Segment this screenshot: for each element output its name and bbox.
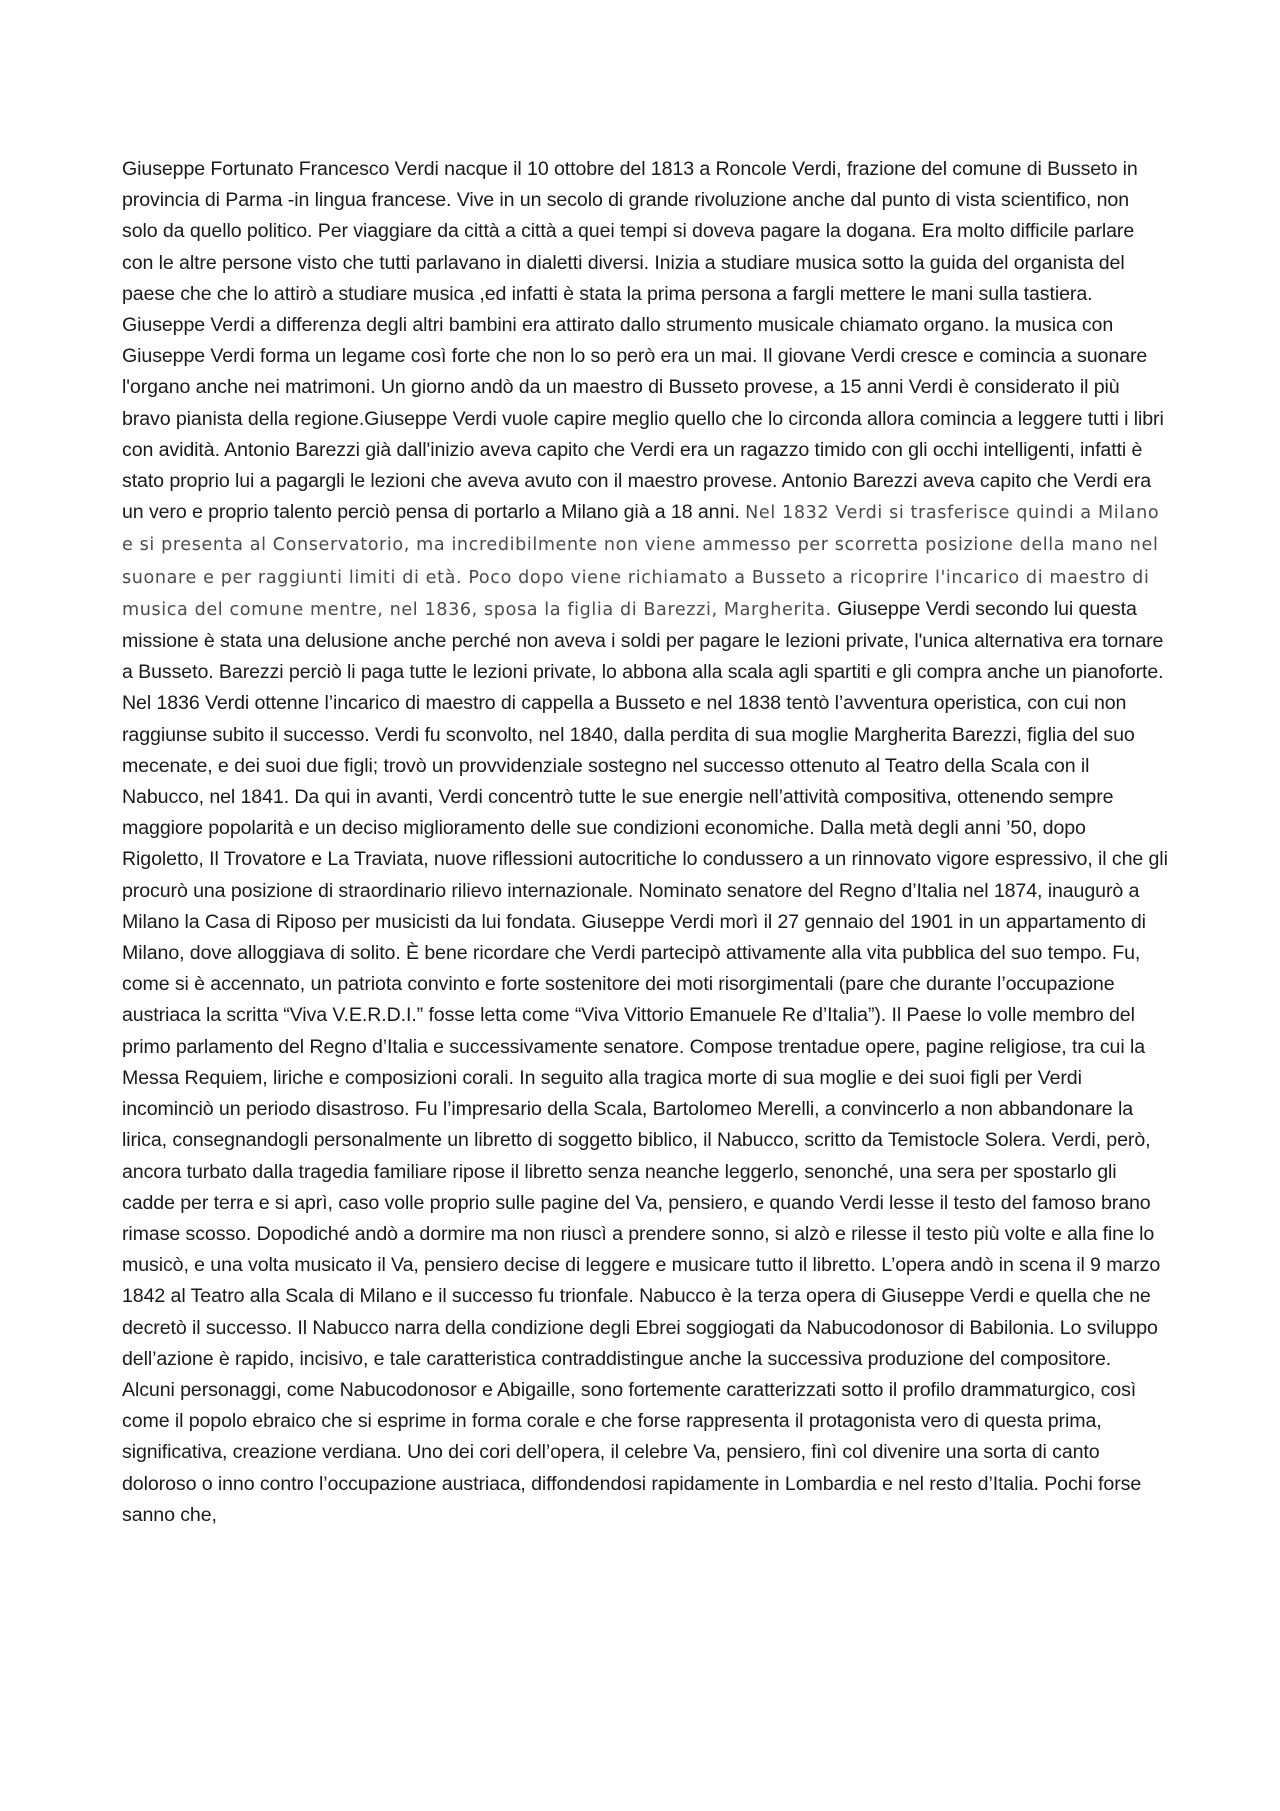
paragraph-text-inserted: Nel 1832 Verdi si trasferisce quindi a Milano e si presenta al Conservatorio, ma incredibilmente non viene ammesso per scorretta posizione della mano nel suonare e per raggiunti limiti di età. Poco dopo viene richiamato a Busseto a ricoprire l'incarico di maestro di musica del comune mentre, nel 1836, sposa la figlia di Barezzi, Margherita. <box>122 503 1160 620</box>
body-paragraph <box>122 154 1168 1531</box>
paragraph-text-end: Giuseppe Verdi secondo lui questa missione è stata una delusione anche perché non aveva i soldi per pagare le lezioni private, l'unica alternativa era tornare a Busseto. Barezzi perciò li paga tutte le lezioni private, lo abbona alla scala agli spartiti e gli compra anche un pianoforte. Nel 1836 Verdi ottenne l’incarico di maestro di cappella a Busseto e nel 1838 tentò l’avventura operistica, con cui non raggiunse subito il successo. Verdi fu sconvolto, nel 1840, dalla perdita di sua moglie Margherita Barezzi, figlia del suo mecenate, e dei suoi due figli; trovò un provvidenziale sostegno nel successo ottenuto al Teatro della Scala con il Nabucco, nel 1841. Da qui in avanti, Verdi concentrò tutte le sue energie nell’attività compositiva, ottenendo sempre maggiore popolarità e un deciso miglioramento delle sue condizioni economiche. Dalla metà degli anni ’50, dopo Rigoletto, Il Trovatore e La Traviata, nuove riflessioni autocritiche lo condussero a un rinnovato vigore espressivo, il che gli procurò una posizione di straordinario rilievo internazionale. Nominato senatore del Regno d’Italia nel 1874, inaugurò a Milano la Casa di Riposo per musicisti da lui fondata. Giuseppe Verdi morì il 27 gennaio del 1901 in un appartamento di Milano, dove alloggiava di solito. È bene ricordare che Verdi partecipò attivamente alla vita pubblica del suo tempo. Fu, come si è accennato, un patriota convinto e forte sostenitore dei moti risorgimentali (pare che durante l’occupazione austriaca la scritta “Viva V.E.R.D.I.” fosse letta come “Viva Vittorio Emanuele Re d’Italia”). Il Paese lo volle membro del primo parlamento del Regno d’Italia e successivamente senatore. Compose trentadue opere, pagine religiose, tra cui la Messa Requiem, liriche e composizioni corali. In seguito alla tragica morte di sua moglie e dei suoi figli per Verdi incominciò un periodo disastroso. Fu l’impresario della Scala, Bartolomeo Merelli, a convincerlo a non abbandonare la lirica, consegnandogli personalmente un libretto di soggetto biblico, il Nabucco, scritto da Temistocle Solera. Verdi, però, ancora turbato dalla tragedia familiare ripose il libretto senza neanche leggerlo, senonché, una sera per spostarlo gli cadde per terra e si aprì, caso volle proprio sulle pagine del Va, pensiero, e quando Verdi lesse il testo del famoso brano rimase scosso. Dopodiché andò a dormire ma non riuscì a prendere sonno, si alzò e rilesse il testo più volte e alla fine lo musicò, e una volta musicato il Va, pensiero decise di leggere e musicare tutto il libretto. L’opera andò in scena il 9 marzo 1842 al Teatro alla Scala di Milano e il successo fu trionfale. Nabucco è la terza opera di Giuseppe Verdi e quella che ne decretò il successo. Il Nabucco narra della condizione degli Ebrei soggiogati da Nabucodonosor di Babilonia. Lo sviluppo dell’azione è rapido, incisivo, e tale caratteristica contraddistingue anche la successiva produzione del compositore. Alcuni personaggi, come Nabucodonosor e Abigaille, sono fortemente caratterizzati sotto il profilo drammaturgico, così come il popolo ebraico che si esprime in forma corale e che forse rappresenta il protagonista vero di questa prima, significativa, creazione verdiana. Uno dei cori dell’opera, il celebre Va, pensiero, finì col divenire una sorta di canto doloroso o inno contro l’occupazione austriaca, diffondendosi rapidamente in Lombardia e nel resto d’Italia. Pochi forse sanno che, <box>122 597 1168 1526</box>
paragraph-text-start: Giuseppe Fortunato Francesco Verdi nacque il 10 ottobre del 1813 a Roncole Verdi, frazione del comune di Busseto in provincia di Parma -in lingua francese. Vive in un secolo di grande rivoluzione anche dal punto di vista scientifico, non solo da quello politico. Per viaggiare da città a città a quei tempi si doveva pagare la dogana. Era molto difficile parlare con le altre persone visto che tutti parlavano in dialetti diversi. Inizia a studiare musica sotto la guida del organista del paese che che lo attirò a studiare musica ,ed infatti è stata la prima persona a fargli mettere le mani sulla tastiera. Giuseppe Verdi a differenza degli altri bambini era attirato dallo strumento musicale chiamato organo. la musica con Giuseppe Verdi forma un legame così forte che non lo so però era un mai. Il giovane Verdi cresce e comincia a suonare l'organo anche nei matrimoni. Un giorno andò da un maestro di Busseto provese, a 15 anni Verdi è considerato il più bravo pianista della regione.Giuseppe Verdi vuole capire meglio quello che lo circonda allora comincia a leggere tutti i libri con avidità. Antonio Barezzi già dall'inizio aveva capito che Verdi era un ragazzo timido con gli occhi intelligenti, infatti è stato proprio lui a pagargli le lezioni che aveva avuto con il maestro provese. Antonio Barezzi aveva capito che Verdi era un vero e proprio talento perciò pensa di portarlo a Milano già a 18 anni. <box>122 158 1164 524</box>
